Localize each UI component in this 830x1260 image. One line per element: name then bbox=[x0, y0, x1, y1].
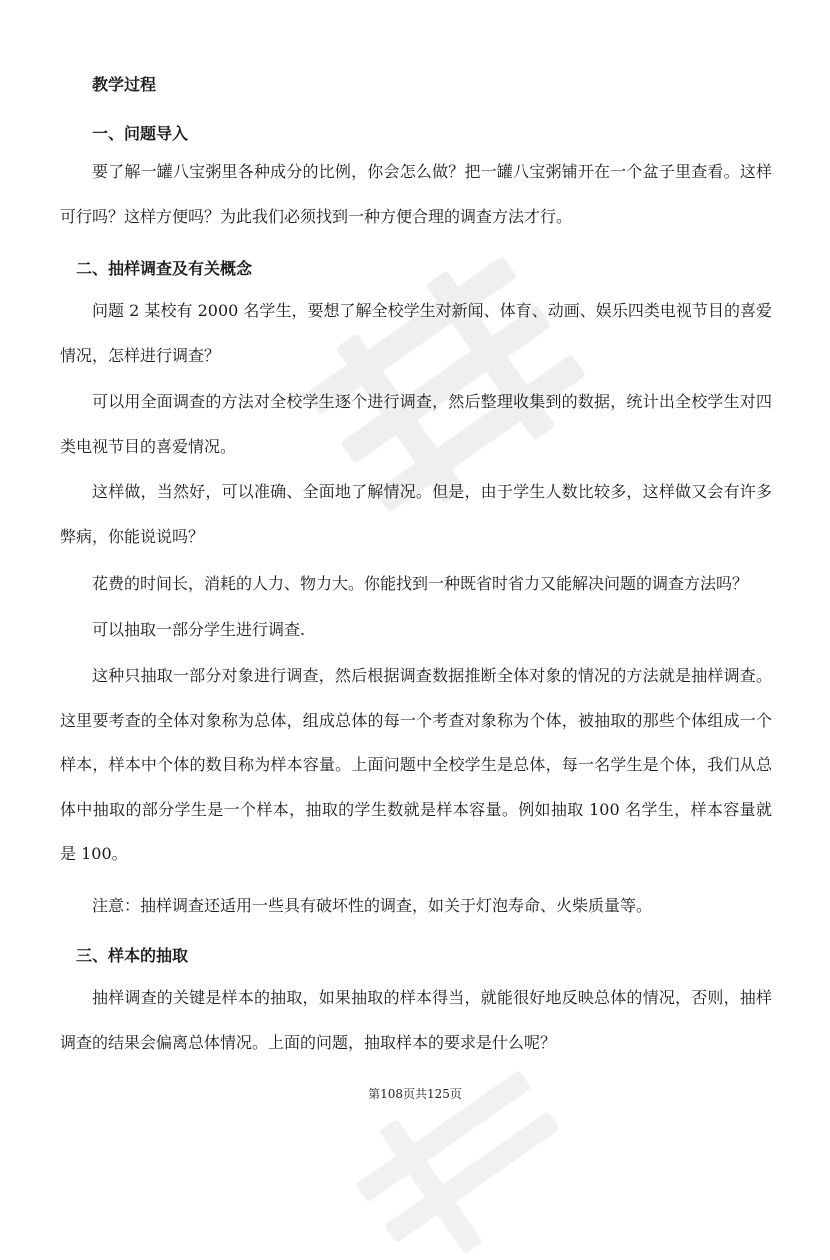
page-footer: 第108页共125页 bbox=[368, 1087, 462, 1101]
section-heading-1: 一、问题导入 bbox=[92, 124, 189, 143]
paragraph: 花费的时间长，消耗的人力、物力大。你能找到一种既省时省力又能解决问题的调查方法吗？ bbox=[92, 574, 749, 593]
paragraph: 可以用全面调查的方法对全校学生逐个进行调查，然后整理收集到的数据，统计出全校学生对四类电视节目的喜爱情况。 bbox=[60, 392, 772, 456]
paragraph: 抽样调查的关键是样本的抽取，如果抽取的样本得当，就能很好地反映总体的情况，否则，抽样调查的结果会偏离总体情况。上面的问题，抽取样本的要求是什么呢？ bbox=[60, 988, 772, 1052]
paragraph: 要了解一罐八宝粥里各种成分的比例，你会怎么做？把一罐八宝粥铺开在一个盆子里查看。这样可行吗？这样方便吗？为此我们必须找到一种方便合理的调查方法才行。 bbox=[60, 162, 772, 226]
section-heading-3: 三、样本的抽取 bbox=[76, 946, 189, 965]
paragraph: 可以抽取一部分学生进行调查. bbox=[92, 620, 306, 639]
section-heading-2: 二、抽样调查及有关概念 bbox=[76, 259, 253, 278]
document-title: 教学过程 bbox=[92, 75, 157, 94]
paragraph: 这样做，当然好，可以准确、全面地了解情况。但是，由于学生人数比较多，这样做又会有许多弊病，你能说说吗？ bbox=[60, 482, 772, 546]
paragraph: 注意：抽样调查还适用一些具有破坏性的调查，如关于灯泡寿命、火柴质量等。 bbox=[92, 896, 653, 915]
paragraph: 问题 2 某校有 2000 名学生，要想了解全校学生对新闻、体育、动画、娱乐四类电视节目的喜爱情况，怎样进行调查？ bbox=[60, 301, 772, 365]
paragraph: 这种只抽取一部分对象进行调查，然后根据调查数据推断全体对象的情况的方法就是抽样调查。这里要考查的全体对象称为总体，组成总体的每一个考查对象称为个体，被抽取的那些个体组成一个样本，样本中个体的数目称为样本容量。上面问题中全校学生是总体，每一名学生是个体，我们从总体中抽取的部分学生是一个样本，抽取的学生数就是样本容量。例如抽取 100 名学生，样本容量就是 100。 bbox=[60, 666, 772, 863]
